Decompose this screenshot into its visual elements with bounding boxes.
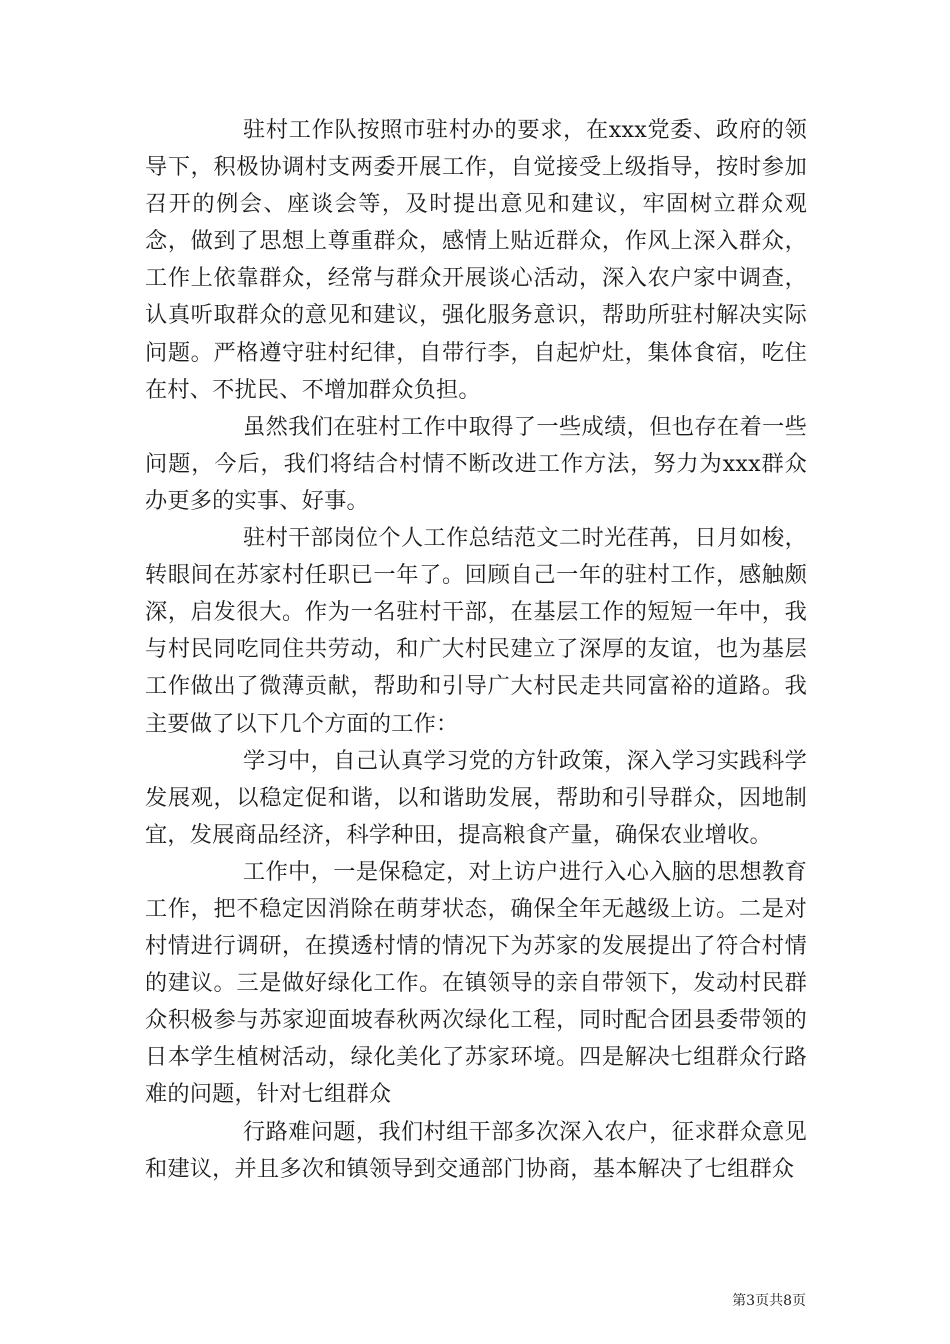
paragraph-2: 虽然我们在驻村工作中取得了一些成绩，但也存在着一些问题，今后，我们将结合村情不断改进工作方法，努力为xxx群众办更多的实事、好事。 bbox=[145, 413, 807, 514]
document-body bbox=[145, 112, 807, 1188]
paragraph-4: 学习中，自己认真学习党的方针政策，深入学习实践科学发展观，以稳定促和谐，以和谐助发展，帮助和引导群众，因地制宜，发展商品经济，科学种田，提高粮食产量，确保农业增收。 bbox=[145, 747, 807, 848]
page-number-footer: 第3页共8页 bbox=[732, 1293, 806, 1309]
paragraph-3: 驻村干部岗位个人工作总结范文二时光荏苒，日月如梭，转眼间在苏家村任职已一年了。回顾自己一年的驻村工作，感触颇深，启发很大。作为一名驻村干部，在基层工作的短短一年中，我与村民同吃同住共劳动，和广大村民建立了深厚的友谊，也为基层工作做出了微薄贡献，帮助和引导广大村民走共同富裕的道路。我主要做了以下几个方面的工作： bbox=[145, 525, 807, 737]
paragraph-5: 工作中，一是保稳定，对上访户进行入心入脑的思想教育工作，把不稳定因消除在萌芽状态，确保全年无越级上访。二是对村情进行调研，在摸透村情的情况下为苏家的发展提出了符合村情的建议。三是做好绿化工作。在镇领导的亲自带领下，发动村民群众积极参与苏家迎面坡春秋两次绿化工程，同时配合团县委带领的日本学生植树活动，绿化美化了苏家环境。四是解决七组群众行路难的问题，针对七组群众 bbox=[145, 858, 807, 1108]
paragraph-6: 行路难问题，我们村组干部多次深入农户，征求群众意见和建议，并且多次和镇领导到交通部门协商，基本解决了七组群众 bbox=[145, 1118, 807, 1182]
paragraph-1: 驻村工作队按照市驻村办的要求，在xxx党委、政府的领导下，积极协调村支两委开展工作，自觉接受上级指导，按时参加召开的例会、座谈会等，及时提出意见和建议，牢固树立群众观念，做到了思想上尊重群众，感情上贴近群众，作风上深入群众，工作上依靠群众，经常与群众开展谈心活动，深入农户家中调查，认真听取群众的意见和建议，强化服务意识，帮助所驻村解决实际问题。严格遵守驻村纪律，自带行李，自起炉灶，集体食宿，吃住在村、不扰民、不增加群众负担。 bbox=[145, 117, 807, 403]
